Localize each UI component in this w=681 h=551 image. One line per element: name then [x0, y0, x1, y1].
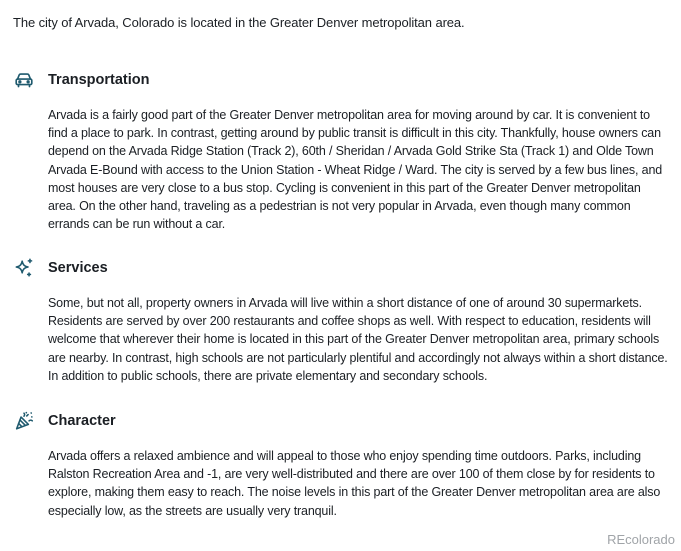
section-title: Character: [48, 413, 116, 429]
section-header: [0, 257, 681, 279]
section-services: [0, 257, 681, 383]
intro-text: The city of Arvada, Colorado is located in the Greater Denver metropolitan area.: [13, 15, 465, 30]
section-body: Some, but not all, property owners in Arvada will live within a short distance of one of around 30 supermarkets. Residents are served by over 200 restaurants and coffee shops as well. With respect to education, residents will welcome that wherever their home is located in this part of the Greater Denver metropolitan area, primary schools are nearby. In contrast, high schools are not particularly plentiful and accordingly not always within a short distance. In addition to public schools, there are private elementary and secondary schools.: [48, 296, 668, 383]
party-popper-icon: [13, 410, 35, 432]
section-header: [0, 69, 681, 91]
section-header: [0, 410, 681, 432]
brand-watermark: REcolorado: [607, 532, 675, 547]
section-body: Arvada offers a relaxed ambience and will appeal to those who enjoy spending time outdoors. Parks, including Ralston Recreation Area and -1, are very well-distributed and there are over 100 of them close by for residents to explore, making them easy to reach. The noise levels in this part of the Greater Denver metropolitan area are also especially low, as the streets are usually very tranquil.: [48, 449, 661, 518]
sparkle-icon: [13, 257, 35, 279]
section-body: Arvada is a fairly good part of the Greater Denver metropolitan area for moving around by car. It is convenient to find a place to park. In contrast, getting around by public transit is difficult in this city. Thankfully, house owners can depend on the Arvada Ridge Station (Track 2), 60th / Sheridan / Arvada Gold Strike Sta (Track 1) and Olde Town Arvada E-Bound with access to the Union Station - Wheat Ridge / Ward. The city is served by a few bus lines, and most houses are very close to a bus stop. Cycling is convenient in this part of the Greater Denver metropolitan area. On the other hand, traveling as a pedestrian is not very popular in Arvada, even though many common errands can be run without a car.: [48, 108, 663, 232]
section-title: Services: [48, 260, 108, 276]
section-transportation: [0, 69, 681, 232]
section-title: Transportation: [48, 72, 150, 88]
car-icon: [13, 69, 35, 91]
section-character: [0, 410, 681, 518]
